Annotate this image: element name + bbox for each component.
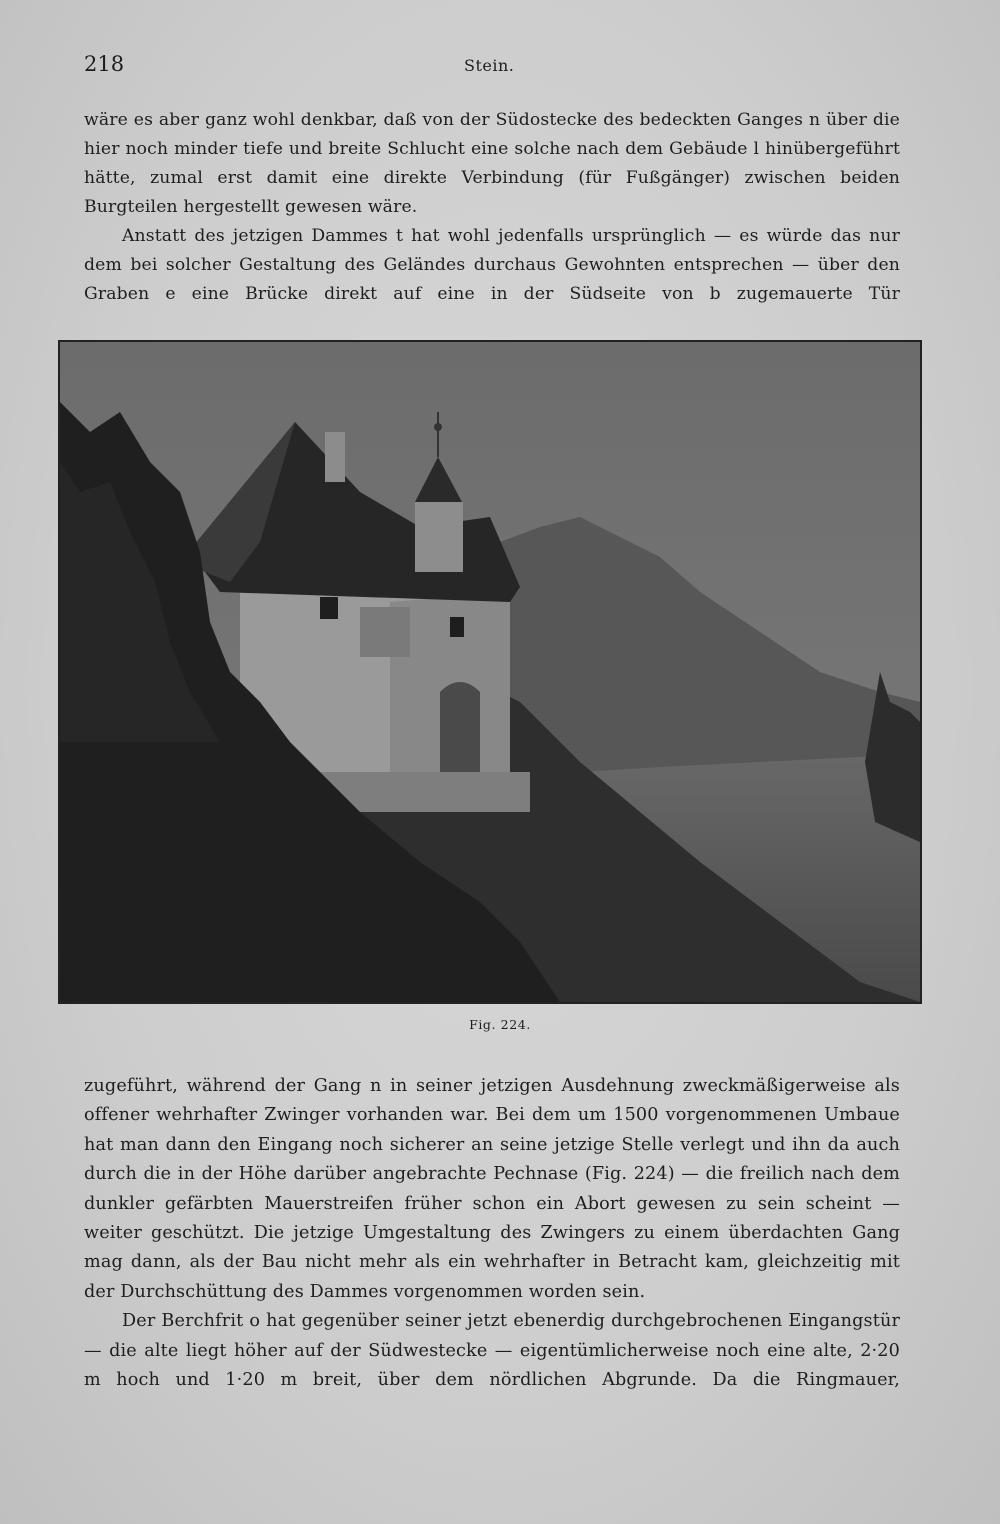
running-header bbox=[84, 52, 914, 82]
castle-photograph bbox=[58, 340, 922, 1004]
figure-caption: Fig. 224. bbox=[469, 1017, 531, 1032]
paragraph: zugeführt, während der Gang n in seiner jetzigen Ausdehnung zweckmäßigerweise als offener wehrhafter Zwinger vorhanden war. Bei dem um 1500 vorgenommenen Umbaue hat man dann den Eingang noch sicherer an seine jetzige Stelle verlegt und ihn da auch durch die in der Höhe darüber angebrachte Pechnase (Fig. 224) — die freilich nach dem dunkler gefärbten Mauerstreifen früher schon ein Abort gewesen zu sein scheint — weiter geschützt. Die jetzige Umgestaltung des Zwingers zu einem überdachten Gang mag dann, als der Bau nicht mehr als ein wehrhafter in Betracht kam, gleichzeitig mit der Durchschüttung des Dammes vorgenommen worden sein. bbox=[84, 1076, 900, 1302]
text-block-top bbox=[84, 106, 900, 309]
running-title: Stein. bbox=[464, 56, 515, 75]
paragraph: Der Berchfrit o hat gegenüber seiner jetzt ebenerdig durchgebrochenen Eingangstür — die alte liegt höher auf der Südwestecke — eigentümlicherweise noch eine alte, 2·20 m hoch und 1·20 m breit, über dem nördlichen Abgrunde. Da die Ringmauer, bbox=[84, 1311, 900, 1391]
text-block-bottom bbox=[84, 1072, 900, 1395]
paragraph: wäre es aber ganz wohl denkbar, daß von der Südostecke des bedeckten Ganges n über die hier noch minder tiefe und breite Schlucht eine solche nach dem Gebäude l hinübergeführt hätte, zumal erst damit eine direkte Verbindung (für Fußgänger) zwischen beiden Burgteilen hergestellt gewesen wäre. bbox=[84, 110, 900, 217]
paragraph: Anstatt des jetzigen Dammes t hat wohl jedenfalls ursprünglich — es würde das nur dem bei solcher Gestaltung des Geländes durchaus Gewohnten entsprechen — über den Graben e eine Brücke direkt auf eine in der Südseite von b zugemauerte Tür bbox=[84, 226, 900, 304]
page-number: 218 bbox=[84, 52, 125, 76]
castle-photo-illustration bbox=[60, 342, 920, 1002]
